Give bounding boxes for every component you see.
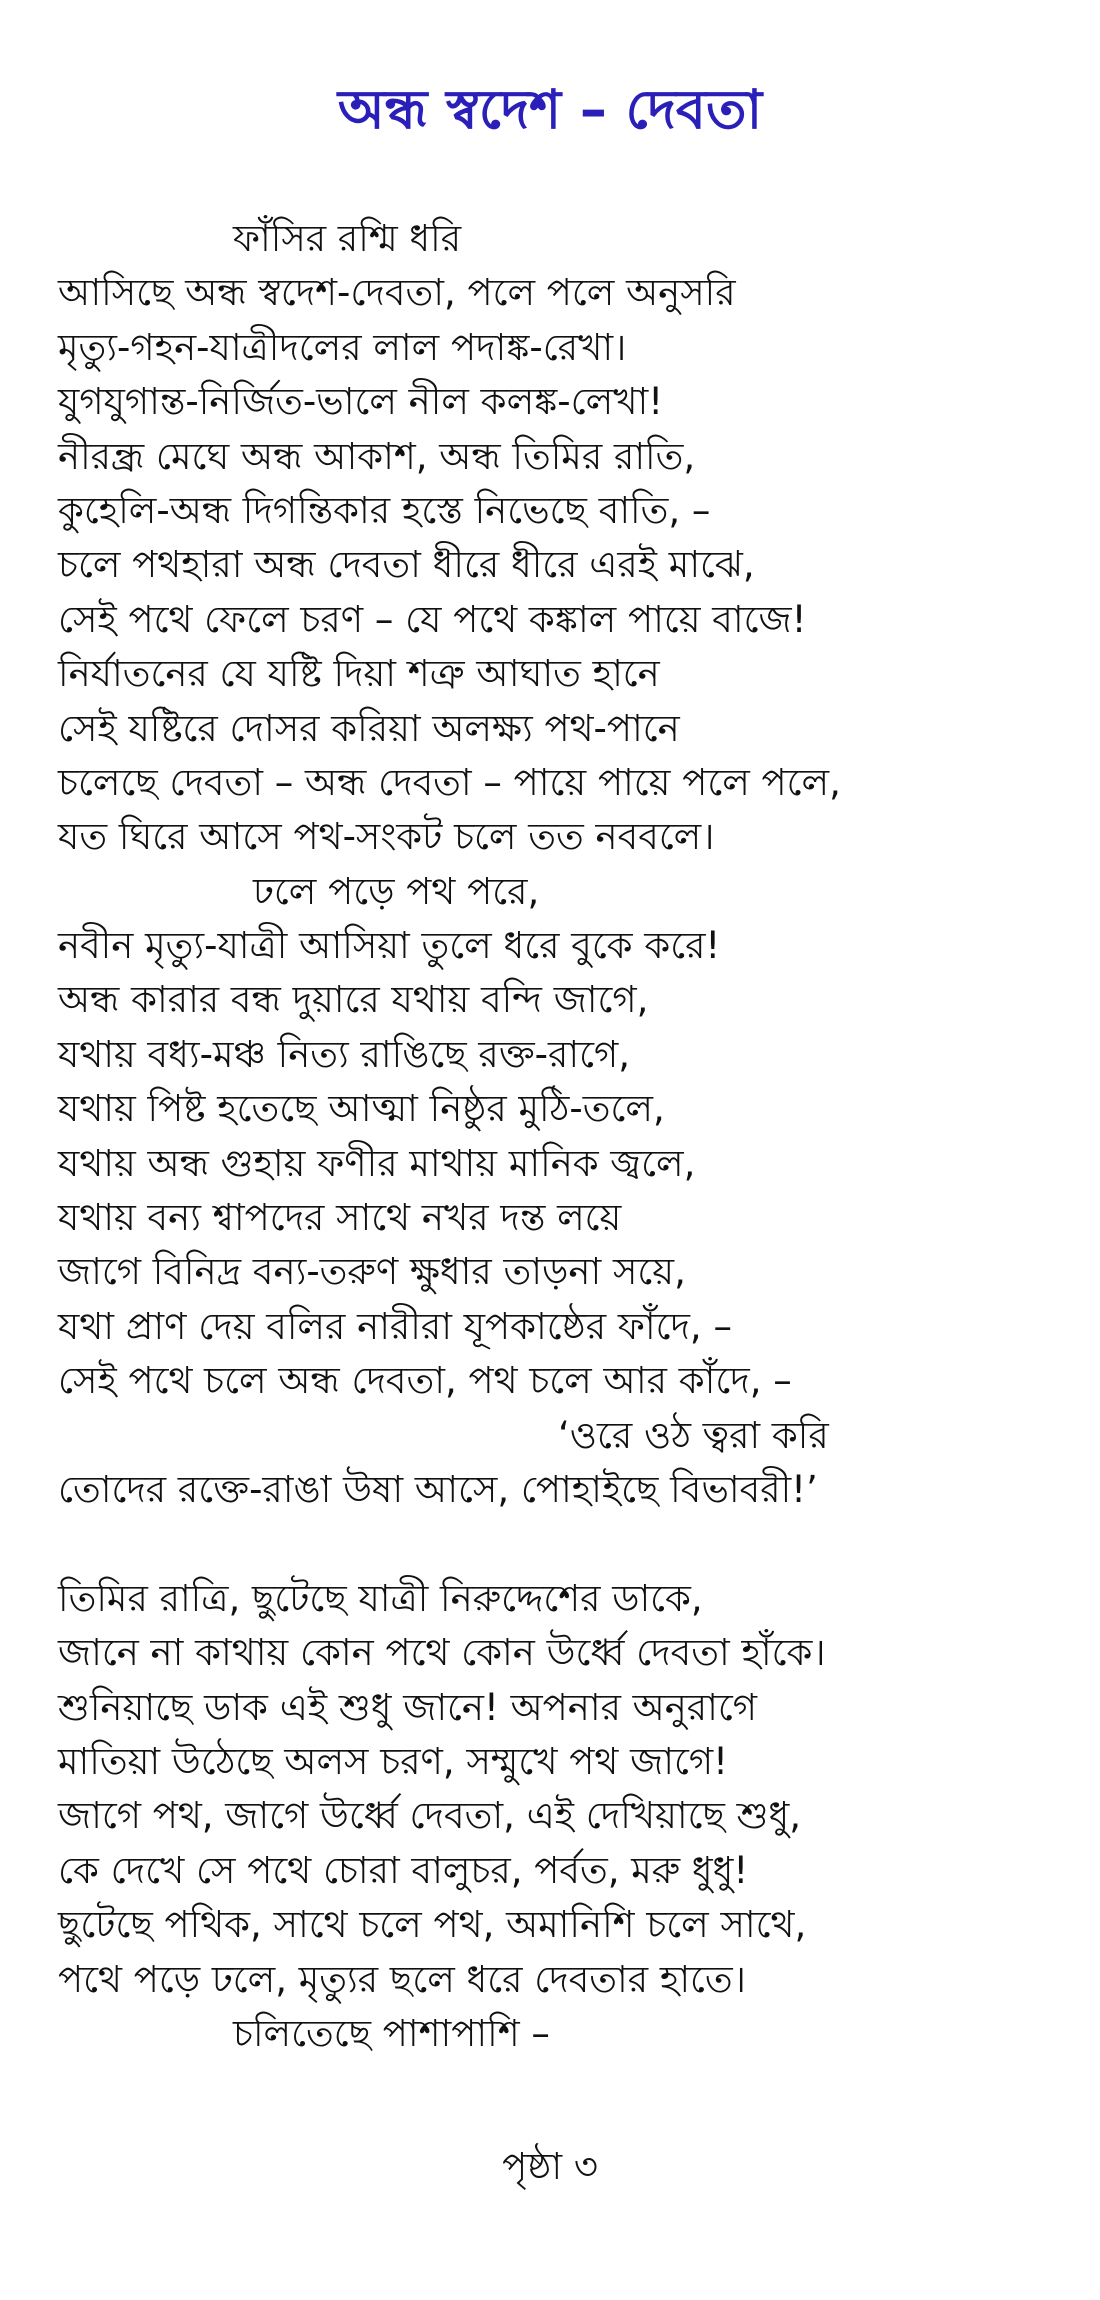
stanza-break xyxy=(58,1517,1078,1571)
poem-line: তিমির রাত্রি, ছুটেছে যাত্রী নিরুদ্দেশের ডাকে, xyxy=(58,1576,703,1620)
poem-line: চলে পথহারা অন্ধ দেবতা ধীরে ধীরে এরই মাঝে, xyxy=(58,543,755,587)
poem-line: যথায় বধ্য-মঞ্চ নিত্য রাঙিছে রক্ত-রাগে, xyxy=(58,1032,630,1076)
poem-line: ঢলে পড়ে পথ পরে, xyxy=(253,869,540,913)
poem-line: জানে না কাথায় কোন পথে কোন উর্ধ্বে দেবতা হাঁকে। xyxy=(58,1631,826,1675)
poem-line: সেই পথে চলে অন্ধ দেবতা, পথ চলে আর কাঁদে, – xyxy=(58,1359,792,1403)
poem-line: যথা প্রাণ দেয় বলির নারীরা যূপকাষ্ঠের ফাঁদে, – xyxy=(58,1304,732,1348)
poem-line: নির্যাতনের যে যষ্টি দিয়া শত্রু আঘাত হানে xyxy=(58,652,660,696)
poem-line: সেই যষ্টিরে দোসর করিয়া অলক্ষ্য পথ-পানে xyxy=(58,706,680,750)
poem-line: ছুটেছে পথিক, সাথে চলে পথ, অমানিশি চলে সাথে, xyxy=(58,1903,807,1947)
poem-line: ফাঁসির রশ্মি ধরি xyxy=(233,217,462,260)
poem-line: নীরন্ধ্র মেঘে অন্ধ আকাশ, অন্ধ তিমির রাতি, xyxy=(58,434,696,478)
poem-line: জাগে বিনিদ্র বন্য-তরুণ ক্ষুধার তাড়না সয়ে, xyxy=(58,1250,686,1294)
poem-line: নবীন মৃত্যু-যাত্রী আসিয়া তুলে ধরে বুকে করে! xyxy=(58,924,721,968)
poem-line: জাগে পথ, জাগে উর্ধ্বে দেবতা, এই দেখিয়াছে শুধু, xyxy=(58,1794,802,1838)
poem-line: চলিতেছে পাশাপাশি – xyxy=(233,2011,550,2055)
poem-line: যত ঘিরে আসে পথ-সংকট চলে তত নববলে। xyxy=(58,815,715,859)
poem-line: চলেছে দেবতা – অন্ধ দেবতা – পায়ে পায়ে পলে পলে, xyxy=(58,760,841,804)
poem-line: কুহেলি-অন্ধ দিগন্তিকার হস্তে নিভেছে বাতি, – xyxy=(58,488,711,532)
page-title: অন্ধ স্বদেশ – দেবতা xyxy=(337,78,763,141)
poem-line: সেই পথে ফেলে চরণ – যে পথে কঙ্কাল পায়ে বাজে! xyxy=(58,597,807,641)
poem-body xyxy=(58,212,1078,2061)
poem-line: যুগযুগান্ত-নির্জিত-ভালে নীল কলঙ্ক-লেখা! xyxy=(58,380,664,424)
poem-line: যথায় অন্ধ গুহায় ফণীর মাথায় মানিক জ্বলে, xyxy=(58,1141,696,1185)
poem-line: আসিছে অন্ধ স্বদেশ-দেবতা, পলে পলে অনুসরি xyxy=(58,271,736,315)
poem-line: মৃত্যু-গহন-যাত্রীদলের লাল পদাঙ্ক-রেখা। xyxy=(58,325,627,369)
poem-line: অন্ধ কারার বন্ধ দুয়ারে যথায় বন্দি জাগে, xyxy=(58,978,649,1022)
poem-line: ‘ওরে ওঠ ত্বরা করি xyxy=(558,1413,829,1457)
poem-line: যথায় বন্য শ্বাপদের সাথে নখর দন্ত লয়ে xyxy=(58,1196,622,1240)
poem-line: মাতিয়া উঠেছে অলস চরণ, সম্মুখে পথ জাগে! xyxy=(58,1739,728,1783)
poem-line: তোদের রক্তে-রাঙা উষা আসে, পোহাইছে বিভাবরী!’ xyxy=(58,1467,818,1511)
page-number: পৃষ্ঠা ৩ xyxy=(502,2145,598,2188)
poem-line: কে দেখে সে পথে চোরা বালুচর, পর্বত, মরু ধুধু! xyxy=(58,1848,749,1892)
poem-line: যথায় পিষ্ট হতেছে আত্মা নিষ্ঠুর মুঠি-তলে, xyxy=(58,1087,665,1131)
poem-line: শুনিয়াছে ডাক এই শুধু জানে! অপনার অনুরাগে xyxy=(58,1685,758,1729)
poem-line: পথে পড়ে ঢলে, মৃত্যুর ছলে ধরে দেবতার হাতে। xyxy=(58,1957,746,2001)
